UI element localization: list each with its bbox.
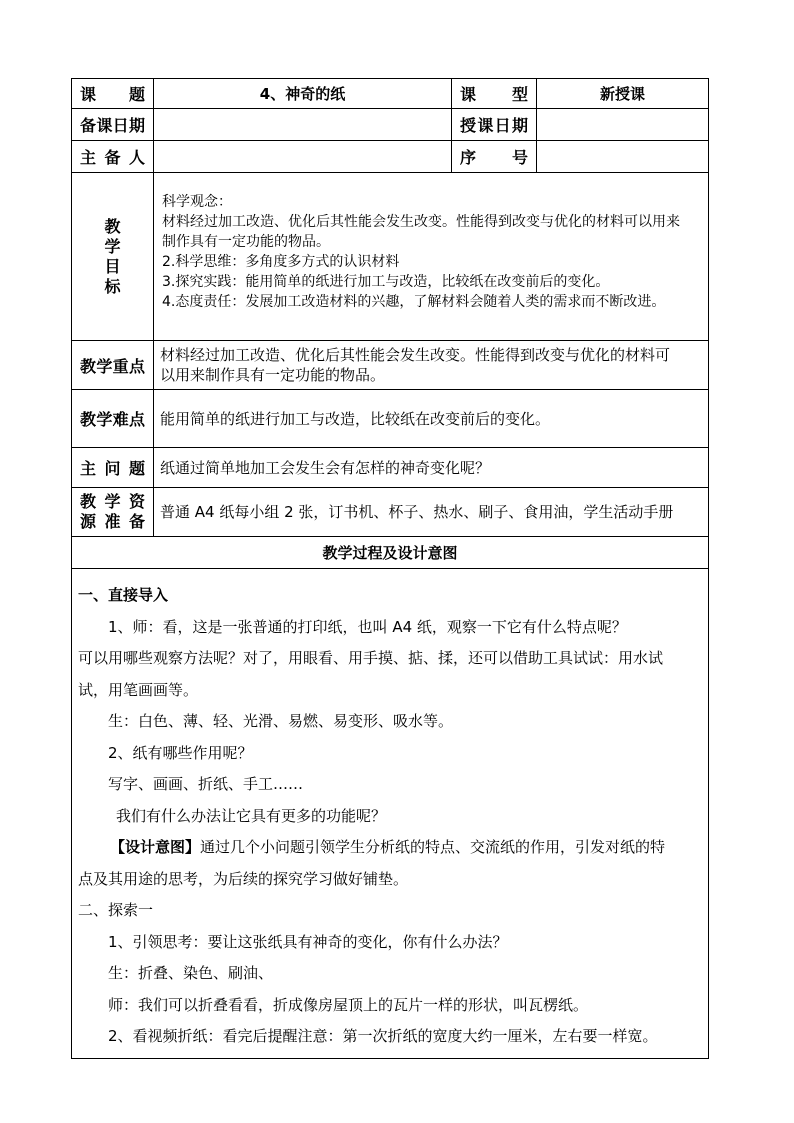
design-intent-label: 【设计意图】 [110, 838, 201, 857]
header-row-topic [72, 79, 709, 109]
objectives-content [154, 173, 709, 341]
process-title-row [72, 537, 709, 569]
process-paragraph: 1、引领思考：要让这张纸具有神奇的变化，你有什么办法？ [108, 932, 508, 951]
topic-value: 4、神奇的纸 [154, 79, 452, 109]
process-paragraph: 2、纸有哪些作用呢？ [108, 743, 253, 762]
main-question-row [72, 448, 709, 488]
prep-date-label: 备课日期 [72, 109, 154, 141]
objectives-label [72, 173, 154, 341]
objective-line: 材料经过加工改造、优化后其性能会发生改变。性能得到改变与优化的材料可以用来 [162, 213, 680, 230]
process-paragraph: 师：我们可以折叠看看，折成像房屋顶上的瓦片一样的形状，叫瓦楞纸。 [108, 995, 589, 1014]
process-row [72, 569, 709, 1059]
resources-row [72, 488, 709, 537]
design-intent-text: 通过几个小问题引领学生分析纸的特点、交流纸的作用，引发对纸的特 [200, 838, 666, 857]
process-paragraph: 可以用哪些观察方法呢？对了，用眼看、用手摸、掂、揉，还可以借助工具试试：用水试 [78, 649, 664, 668]
process-paragraph: 生：折叠、染色、刷油、 [108, 964, 274, 983]
process-paragraph: 2、看视频折纸：看完后提醒注意：第一次折纸的宽度大约一厘米，左右要一样宽。 [108, 1027, 658, 1046]
header-row-preparer [72, 141, 709, 173]
preparer-value [154, 141, 452, 173]
type-value: 新授课 [537, 79, 709, 109]
process-paragraph: 生：白色、薄、轻、光滑、易燃、易变形、吸水等。 [108, 712, 454, 731]
objective-line: 制作具有一定功能的物品。 [162, 233, 330, 250]
process-title: 教学过程及设计意图 [72, 537, 709, 569]
difficulties-row [72, 390, 709, 448]
process-paragraph: 点及其用途的思考，为后续的探究学习做好铺垫。 [78, 869, 409, 888]
key-points-line: 材料经过加工改造、优化后其性能会发生改变。性能得到改变与优化的材料可 [160, 346, 671, 364]
objective-line: 4.态度责任：发展加工改造材料的兴趣，了解材料会随着人类的需求而不断改进。 [162, 293, 666, 310]
process-paragraph: 写字、画画、折纸、手工…… [108, 775, 304, 794]
key-points-label: 教学重点 [72, 341, 154, 390]
prep-date-value [154, 109, 452, 141]
objective-line: 2.科学思维：多角度多方式的认识材料 [162, 253, 400, 270]
difficulties-content: 能用简单的纸进行加工与改造，比较纸在改变前后的变化。 [154, 390, 709, 448]
difficulties-label: 教学难点 [72, 390, 154, 448]
resources-label-line: 源 准 备 [80, 512, 145, 531]
teach-date-value [537, 109, 709, 141]
objectives-label-char: 标 [104, 276, 121, 296]
teach-date-label: 授课日期 [452, 109, 537, 141]
type-label: 课 型 [452, 79, 537, 109]
process-paragraph: 试，用笔画画等。 [78, 680, 199, 699]
section-heading: 一、直接导入 [78, 586, 169, 605]
key-points-content [154, 341, 709, 390]
process-paragraph: 1、师：看，这是一张普通的打印纸，也叫 A4 纸，观察一下它有什么特点呢？ [108, 617, 627, 636]
main-question-label: 主 问 题 [72, 448, 154, 488]
objectives-label-char: 教 [104, 216, 121, 236]
key-points-line: 以用来制作具有一定功能的物品。 [160, 366, 386, 384]
objective-line: 3.探究实践：能用简单的纸进行加工与改造，比较纸在改变前后的变化。 [162, 273, 610, 290]
preparer-label: 主 备 人 [72, 141, 154, 173]
main-question-content: 纸通过简单地加工会发生会有怎样的神奇变化呢？ [154, 448, 709, 488]
topic-label: 课 题 [72, 79, 154, 109]
section-heading: 二、探索一 [78, 901, 154, 920]
objectives-label-char: 学 [104, 236, 121, 256]
lesson-plan-table [71, 78, 709, 1059]
objective-line: 科学观念： [162, 193, 232, 210]
objectives-row [72, 173, 709, 341]
key-points-row [72, 341, 709, 390]
process-paragraph: 我们有什么办法让它具有更多的功能呢？ [116, 806, 387, 825]
resources-label [72, 488, 154, 537]
header-row-dates [72, 109, 709, 141]
resources-label-line: 教 学 资 [80, 492, 145, 511]
objectives-label-char: 目 [104, 256, 121, 276]
sequence-label: 序 号 [452, 141, 537, 173]
sequence-value [537, 141, 709, 173]
process-content [72, 569, 709, 1059]
resources-content: 普通 A4 纸每小组 2 张，订书机、杯子、热水、刷子、食用油，学生活动手册 [154, 488, 709, 537]
design-intent-paragraph [78, 832, 702, 864]
